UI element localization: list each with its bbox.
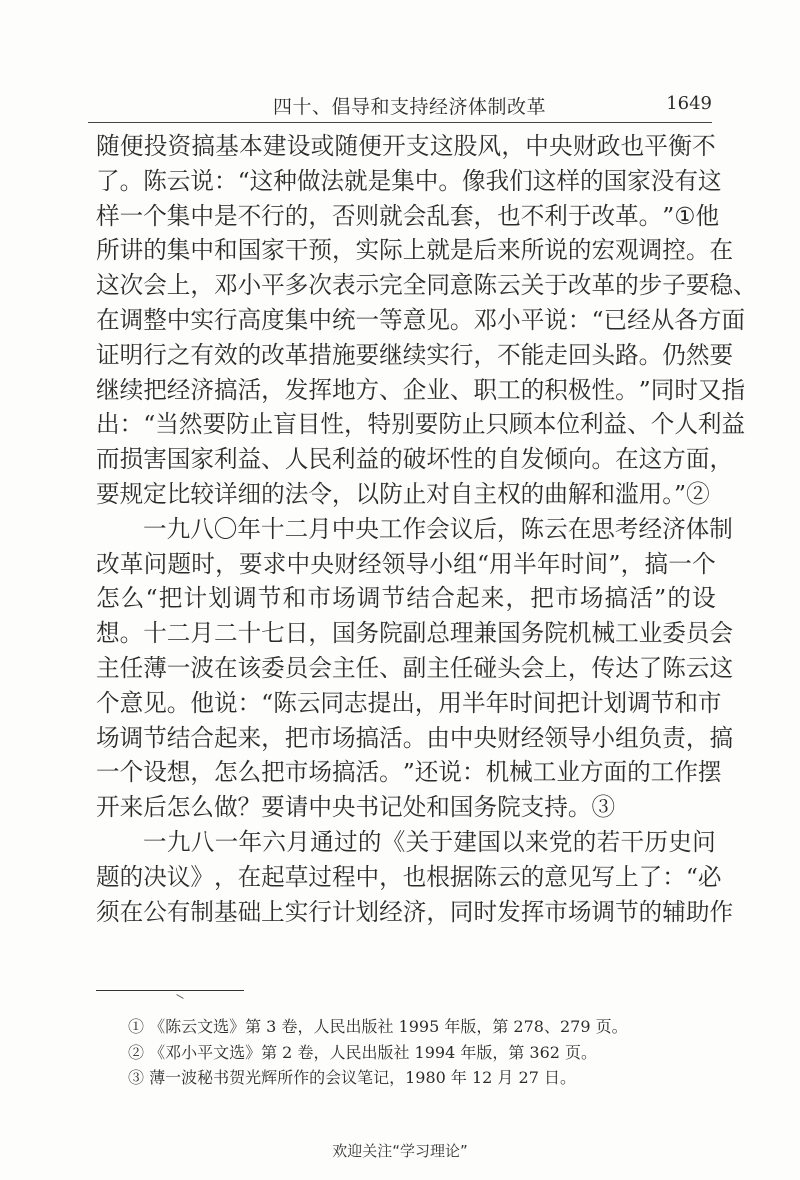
text-line: 了 。 陈 云 说 ： “ 这 种 做 法 就 是 集 中 。 像 我 们 这 样 的 国 家 没 有 这 — [96, 166, 722, 195]
text-line: 出 ： “ 当 然 要 防 止 盲 目 性 ， 特 别 要 防 止 只 顾 本 位 利 益 、 个 人 利 益 — [96, 410, 746, 439]
text-line: 改 革 问 题 时 ， 要 求 中 央 财 经 领 导 小 组 “ 用 半 年 时 间 ” ， 搞 一 个 — [96, 549, 716, 578]
text-line: 一 九 八 一 年 六 月 通 过 的 《 关 于 建 国 以 来 党 的 若 干 历 史 问 — [143, 827, 716, 856]
text-line: 样 一 个 集 中 是 不 行 的 ， 否 则 就 会 乱 套 ， 也 不 利 于 改 革 。 ” ① 他 — [96, 201, 720, 230]
text-line: 随 便 投 资 搞 基 本 建 设 或 随 便 开 支 这 股 风 ， 中 央 财 政 也 平 衡 不 — [96, 132, 716, 160]
text-line: 在 调 整 中 实 行 高 度 集 中 统 一 等 意 见 。 邓 小 平 说 ： “ 已 经 从 各 方 面 — [96, 305, 746, 334]
text-line: 所 讲 的 集 中 和 国 家 干 预 ， 实 际 上 就 是 后 来 所 说 的 宏 观 调 控 。 在 — [96, 236, 734, 265]
text-line: 想 。 十 二 月 二 十 七 日 ， 国 务 院 副 总 理 兼 国 务 院 机 械 工 业 委 员 会 — [96, 619, 734, 648]
header-divider — [88, 122, 712, 123]
body-text — [96, 129, 757, 929]
text-line: 场 调 节 结 合 起 来 ， 把 市 场 搞 活 。 由 中 央 财 经 领 导 小 组 负 责 ， 搞 — [96, 723, 734, 752]
footer-caption: 欢迎关注“学习理论” — [332, 1142, 468, 1160]
text-line: 继 续 把 经 济 搞 活 ， 发 挥 地 方 、 企 业 、 职 工 的 积 极 性 。 ” 同 时 又 指 — [96, 375, 746, 404]
text-line: 一 九 八 〇 年 十 二 月 中 央 工 作 会 议 后 ， 陈 云 在 思 考 经 济 体 制 — [143, 514, 733, 543]
footnote-1: ① 《陈云文选》第 3 卷，人民出版社 1995 年版，第 278、279 页。 — [128, 1017, 628, 1036]
footnote-2: ② 《邓小平文选》第 2 卷，人民出版社 1994 年版，第 362 页。 — [128, 1042, 598, 1062]
text-line: 证 明 行 之 有 效 的 改 革 措 施 要 继 续 实 行 ， 不 能 走 回 头 路 。 仍 然 要 — [96, 340, 734, 369]
page-number: 1649 — [666, 93, 712, 114]
chapter-title: 四十、倡导和支持经济体制改革 — [273, 96, 547, 118]
text-line: 而 损 害 国 家 利 益 、 人 民 利 益 的 破 坏 性 的 自 发 倾 向 。 在 这 方 面 ， — [96, 445, 734, 474]
text-line: 要规定比较详细的法令，以防止对自主权的曲解和滥用。”② — [96, 479, 710, 508]
scan-mark — [176, 994, 183, 999]
text-line: 须 在 公 有 制 基 础 上 实 行 计 划 经 济 ， 同 时 发 挥 市 场 调 节 的 辅 助 作 — [96, 897, 734, 926]
text-line: 怎 么 “ 把 计 划 调 节 和 市 场 调 节 结 合 起 来 ， 把 市 场 搞 活 ” 的 设 — [96, 584, 716, 613]
text-line: 主 任 薄 一 波 在 该 委 员 会 主 任 、 副 主 任 碰 头 会 上 ， 传 达 了 陈 云 这 — [96, 653, 734, 682]
text-line: 一 个 设 想 ， 怎 么 把 市 场 搞 活 。 ” 还 说 ： 机 械 工 业 方 面 的 工 作 摆 — [96, 758, 722, 787]
text-line: 题 的 决 议 》 ， 在 起 草 过 程 中 ， 也 根 据 陈 云 的 意 见 写 上 了 ： “ 必 — [96, 862, 722, 891]
text-line: 开来后怎么做？要请中央书记处和国务院支持。③ — [96, 793, 616, 822]
text-line: 这 次 会 上 ， 邓 小 平 多 次 表 示 完 全 同 意 陈 云 关 于 改 革 的 步 子 要 稳 、 — [96, 271, 757, 300]
footnote-3: ③ 薄一波秘书贺光辉所作的会议笔记，1980 年 12 月 27 日。 — [128, 1068, 576, 1087]
footnote-divider — [96, 990, 244, 991]
footnotes — [128, 1014, 708, 1091]
text-line: 个 意 见 。 他 说 ： “ 陈 云 同 志 提 出 ， 用 半 年 时 间 把 计 划 调 节 和 市 — [96, 688, 722, 717]
running-head — [88, 92, 712, 120]
